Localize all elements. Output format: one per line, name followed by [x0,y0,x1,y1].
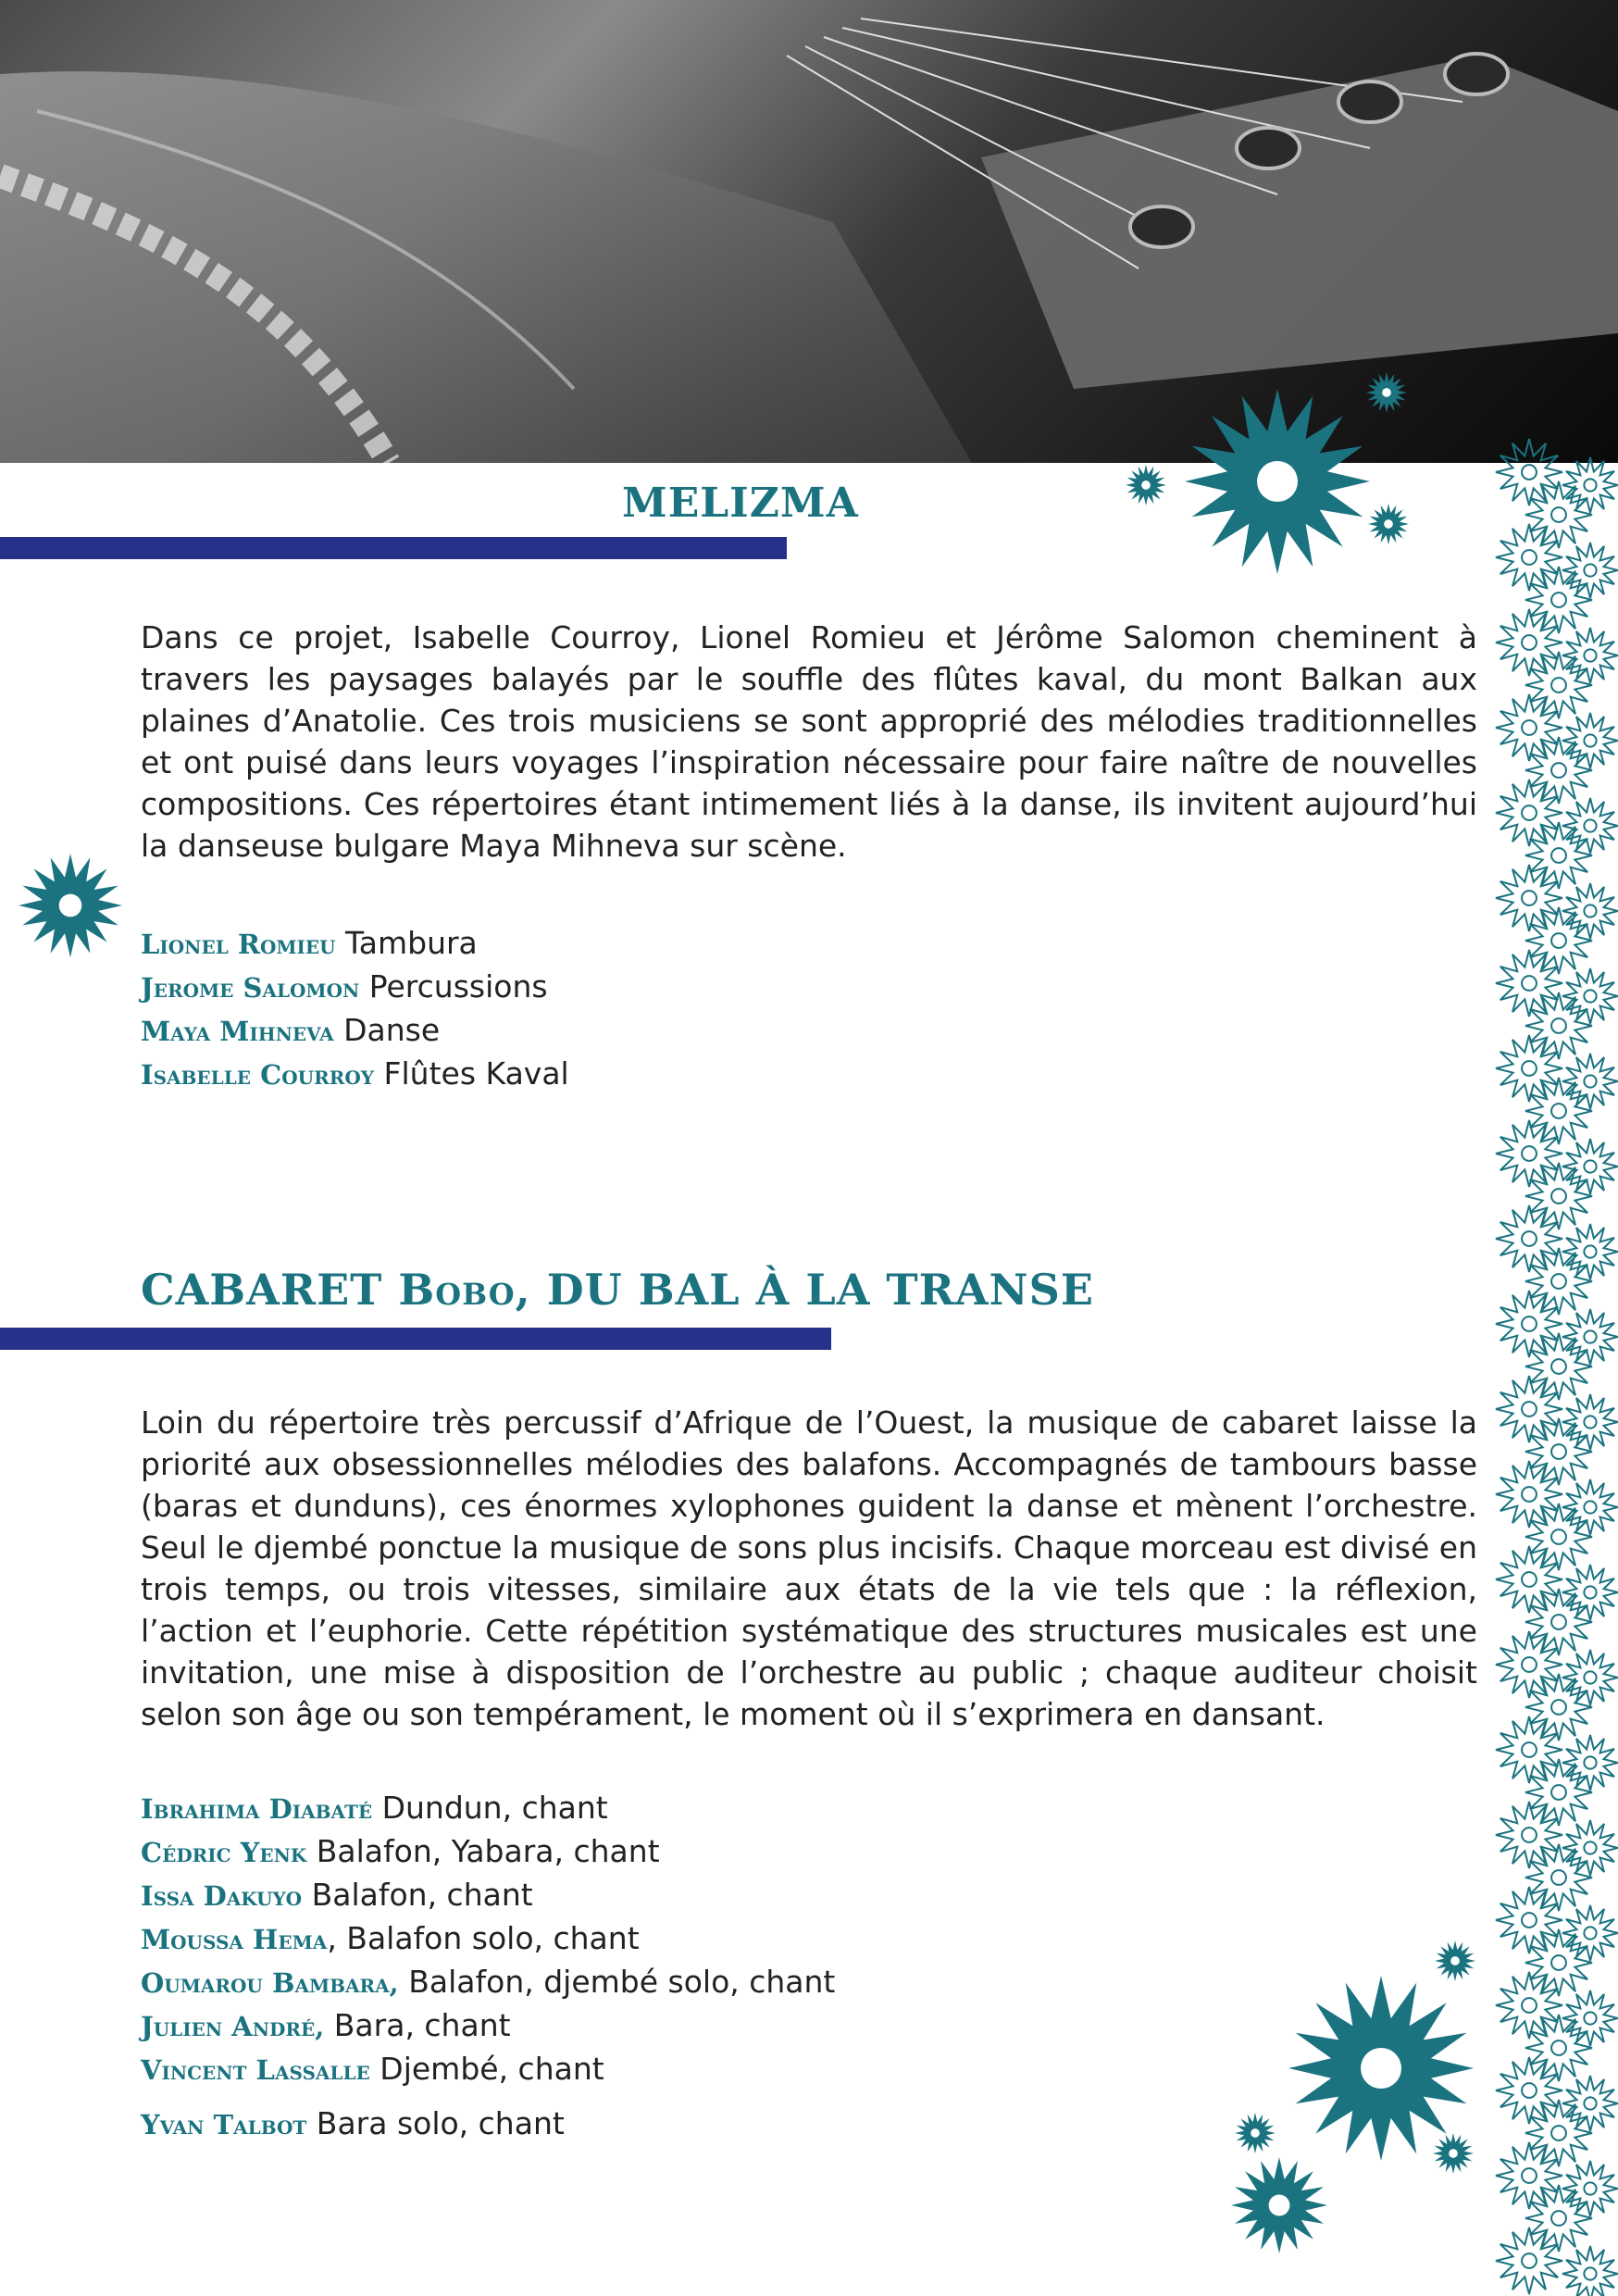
border-star-icon [1496,1546,1562,1613]
border-star-icon [1562,1224,1618,1279]
border-star-icon [1496,1802,1562,1868]
border-star-icon [1525,2100,1592,2166]
musician-role: Balafon, Yabara, chant [306,1833,660,1869]
border-star-icon [1562,1309,1618,1365]
border-star-icon [1562,883,1618,939]
cabaret-title-bar [0,1328,831,1350]
border-star-icon [1525,652,1592,718]
credit-line [141,1787,835,1830]
border-star-icon [1496,1716,1562,1783]
border-star-icon [1562,1394,1618,1450]
musician-role: Dundun, chant [372,1790,608,1826]
star-icon [1231,2157,1327,2253]
musician-name: Lionel Romieu [141,929,336,960]
border-star-icon [1562,2161,1618,2216]
border-star-icon [1496,1376,1562,1442]
border-star-icon [1525,1844,1592,1911]
musician-role: Balafon, djembé solo, chant [398,1964,836,2000]
musician-name: Moussa Hema [141,1924,328,1955]
musician-role: Djembé, chant [369,2051,604,2087]
small-star-icon [1368,504,1409,544]
border-star-icon [1525,1504,1592,1570]
credit-line [141,2004,835,2048]
cabaret-description: Loin du répertoire très percussif d’Afrique de l’Ouest, la musique de cabaret laisse la priorité aux obsessionnelles mélodies des balafons. Accompagnés de tambours basse (baras et dunduns), ces énormes xylophones guident la danse et mènent l’orchestre. Seul le djembé ponctue la musique de sons plus incisifs. Chaque morceau est divisé en trois temps, ou trois vitesses, similaire aux états de la vie tels que : la réflexion, l’action et l’euphorie. Cette répétition systématique des structures musicales est une invitation, une mise à disposition de l’orchestre au public ; chaque auditeur choisit selon son âge ou son tempérament, le moment où il s’exprimera en dansant. [141,1404,1477,1732]
small-star-icon [1435,1940,1475,1981]
musician-name: Yvan Talbot [141,2109,307,2140]
border-star-icon [1525,1418,1592,1485]
cabaret-credits [141,1787,835,2146]
border-star-icon [1496,2057,1562,2124]
border-star-icon [1525,1163,1592,1229]
musician-name: Oumarou Bambara, [141,1967,399,1999]
musician-role: Bara solo, chant [306,2105,565,2141]
border-star-icon [1562,543,1618,598]
border-star-icon [1525,1929,1592,1996]
border-star-icon [1525,1589,1592,1655]
border-star-icon [1562,1650,1618,1705]
border-star-icon [1496,694,1562,761]
border-star-icon [1496,1631,1562,1698]
credit-line [141,2048,835,2091]
border-star-icon [1496,1035,1562,1102]
border-star-icon [1496,1972,1562,2039]
musician-role: Flûtes Kaval [374,1055,569,1092]
credit-line [141,1830,835,1874]
border-star-icon [1562,2246,1618,2296]
big-star-icon [1288,1976,1474,2161]
border-star-icon [1496,1120,1562,1187]
border-star-icon [1525,2015,1592,2081]
border-star-icon [1562,1735,1618,1791]
border-star-icon [1562,1905,1618,1961]
border-star-icon [1562,1990,1618,2046]
small-star-icon [1433,2133,1474,2174]
border-star-icon [1525,481,1592,548]
border-star-icon [1562,713,1618,768]
border-star-icon [1562,1565,1618,1620]
border-star-icon [1562,2076,1618,2131]
musician-name: Isabelle Courroy [141,1059,375,1091]
melizma-title-bar [0,537,787,559]
border-star-icon [1496,865,1562,931]
musician-name: Maya Mihneva [141,1016,334,1047]
stringed-instrument-icon [0,0,1618,463]
credit-line [141,922,569,966]
border-star-icon [1496,609,1562,676]
border-star-icon [1525,992,1592,1059]
border-star-icon [1496,1461,1562,1528]
melizma-credits [141,922,569,1096]
border-star-icon [1496,950,1562,1017]
musician-name: Vincent Lassalle [141,2054,370,2086]
border-star-icon [1562,798,1618,854]
border-star-icon [1562,1479,1618,1535]
star-icon [19,854,122,957]
small-star-icon [1235,2113,1276,2153]
musician-role: , Balafon solo, chant [327,1920,640,1956]
credit-line [141,1961,835,2004]
border-star-icon [1562,1139,1618,1194]
musician-role: Tambura [335,925,478,961]
melizma-description: Dans ce projet, Isabelle Courroy, Lionel Romieu et Jérôme Salomon cheminent à travers les paysages balayés par le souffle des flûtes kaval, du mont Balkan aux plaines d’Anatolie. Ces trois musiciens se sont approprié des mélodies traditionnelles et ont puisé dans leurs voyages l’inspiration nécessaire pour faire naître de nouvelles compositions. Ces répertoires étant intimement liés à la danse, ils invitent aujourd’hui la danseuse bulgare Maya Mihneva sur scène. [141,619,1477,864]
border-star-icon [1525,2185,1592,2252]
credit-line [141,966,569,1009]
border-star-icon [1562,1054,1618,1109]
border-star-icon [1496,2142,1562,2209]
border-star-icon [1525,1759,1592,1826]
border-star-icon [1496,1887,1562,1953]
border-star-icon [1496,1205,1562,1272]
border-star-icon [1525,1674,1592,1741]
credit-line [141,1053,569,1096]
header-photo [0,0,1618,463]
musician-name: Cédric Yenk [141,1837,307,1868]
border-star-icon [1525,822,1592,889]
musician-name: Julien André, [141,2011,325,2042]
credit-line [141,1917,835,1961]
border-star-icon [1496,1291,1562,1357]
border-star-icon [1562,628,1618,683]
border-star-icon [1496,780,1562,846]
border-star-icon [1525,567,1592,633]
small-star-icon [1126,465,1166,505]
border-star-icon [1525,1248,1592,1315]
border-star-icon [1525,737,1592,804]
cabaret-title: CABARET Bobo, DU BAL À LA TRANSE [141,1265,1094,1315]
border-star-icon [1562,968,1618,1024]
musician-name: Ibrahima Diabaté [141,1793,373,1825]
border-star-icon [1496,524,1562,591]
musician-role: Danse [333,1012,441,1048]
musician-role: Bara, chant [324,2007,511,2043]
border-star-icon [1562,1820,1618,1876]
musician-role: Balafon, chant [302,1877,533,1913]
credit-line [141,1874,835,1917]
border-star-icon [1525,1333,1592,1400]
border-star-icon [1525,1078,1592,1144]
musician-name: Issa Dakuyo [141,1880,303,1912]
credit-line [141,1009,569,1053]
border-star-icon [1496,2227,1562,2294]
musician-role: Percussions [359,968,548,1004]
border-star-icon [1562,457,1618,513]
musician-name: Jerome Salomon [141,972,360,1004]
melizma-title: MELIZMA [622,480,859,527]
border-star-icon [1525,907,1592,974]
credit-line [141,2103,835,2146]
